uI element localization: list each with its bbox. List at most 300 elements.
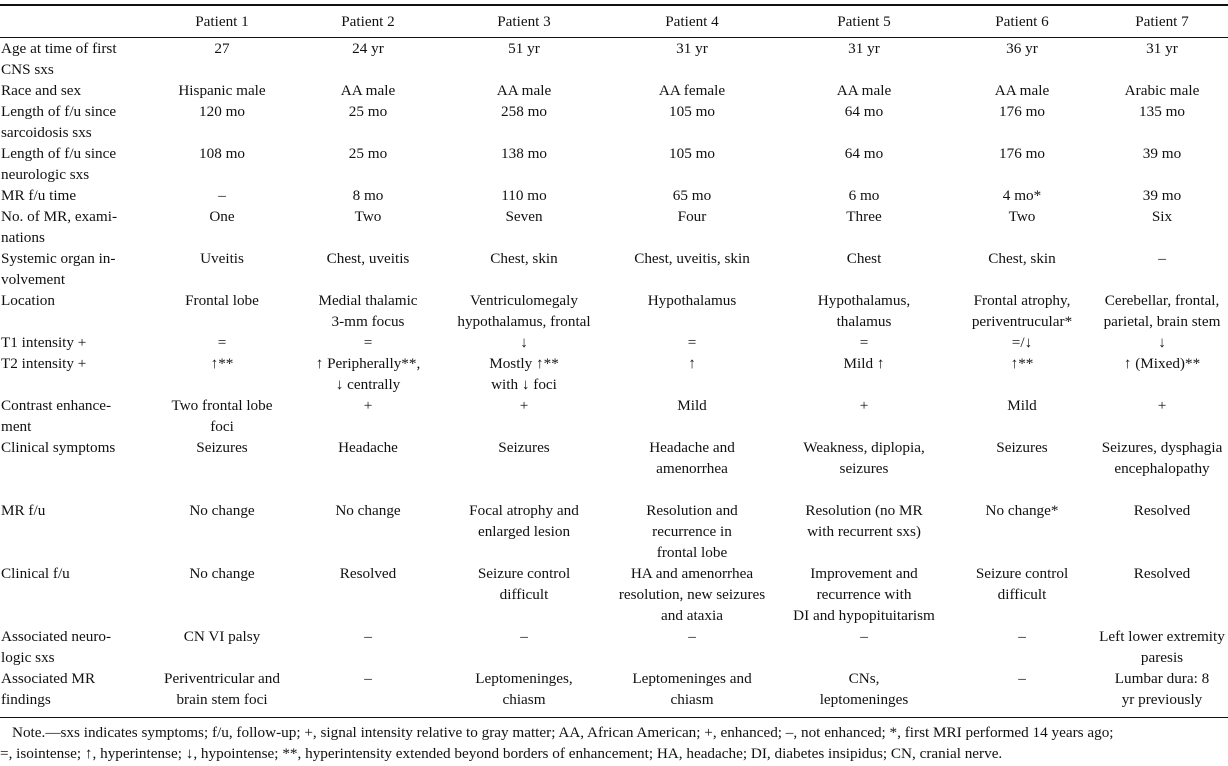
cell-line: = — [859, 334, 869, 351]
header-row — [0, 8, 1228, 38]
table-cell — [152, 563, 292, 626]
row-label-line: Associated neuro- — [1, 628, 112, 645]
table-row — [0, 500, 1228, 563]
cell-line: Leptomeninges and — [632, 670, 752, 687]
cell-line: ↓ — [520, 334, 528, 351]
row-label-line: T2 intensity + — [1, 355, 87, 372]
row-label — [0, 668, 152, 710]
cell-line: 31 yr — [676, 40, 708, 57]
table-cell — [604, 143, 780, 185]
table-row — [0, 332, 1228, 353]
cell-line: 27 — [214, 40, 230, 57]
header-corner — [0, 8, 152, 38]
patient-header: Patient 3 — [497, 13, 551, 30]
table-cell — [604, 248, 780, 290]
table-cell — [152, 206, 292, 248]
table-cell — [444, 185, 604, 206]
table-cell — [780, 395, 948, 437]
table-cell — [152, 248, 292, 290]
cell-line: One — [209, 208, 235, 225]
cell-line: with recurrent sxs) — [807, 523, 921, 540]
table-cell — [292, 290, 444, 332]
patient-header: Patient 2 — [341, 13, 395, 30]
table-row — [0, 353, 1228, 395]
cell-line: Six — [1151, 208, 1173, 225]
table-cell — [152, 101, 292, 143]
table-cell — [780, 143, 948, 185]
table-cell — [604, 500, 780, 563]
cell-line: – — [1158, 250, 1166, 267]
cell-line: chiasm — [502, 691, 546, 708]
cell-line: 64 mo — [844, 145, 884, 162]
cell-line: Seizure control — [975, 565, 1069, 582]
table-cell — [948, 500, 1096, 563]
table-cell — [292, 668, 444, 710]
cell-line: HA and amenorrhea — [630, 565, 754, 582]
cell-line: + — [859, 397, 869, 414]
table-cell — [1096, 668, 1228, 710]
cell-line: ↑ Peripherally**, — [315, 355, 421, 372]
cell-line: =/↓ — [1011, 334, 1033, 351]
table-row — [0, 143, 1228, 185]
table-cell — [1096, 290, 1228, 332]
row-label-line: Contrast enhance- — [1, 397, 112, 414]
cell-line: Four — [677, 208, 707, 225]
cell-line: Hispanic male — [178, 82, 266, 99]
table-cell — [444, 500, 604, 563]
cell-line: 105 mo — [669, 145, 715, 162]
table-cell — [1096, 353, 1228, 395]
cell-line: – — [364, 670, 372, 687]
cell-line: Resolution and — [646, 502, 738, 519]
table-cell — [292, 626, 444, 668]
table-cell — [292, 101, 444, 143]
cell-line: AA male — [496, 82, 552, 99]
row-label-line: findings — [1, 691, 51, 708]
table-cell — [948, 101, 1096, 143]
note-line: =, isointense; ↑, hyperintense; ↓, hypointense; **, hyperintensity extended beyond borders of enhancement; HA, headache; DI, diabetes insipidus; CN, cranial nerve. — [0, 745, 1003, 762]
cell-line: parietal, brain stem — [1103, 313, 1221, 330]
cell-line: Ventriculomegaly — [470, 292, 578, 309]
table-cell — [444, 38, 604, 80]
cell-line: = — [217, 334, 227, 351]
table-cell — [604, 101, 780, 143]
cell-line: 31 yr — [1146, 40, 1178, 57]
cell-line: Seizure control — [477, 565, 571, 582]
row-label — [0, 143, 152, 185]
table-cell — [152, 353, 292, 395]
cell-line: enlarged lesion — [477, 523, 571, 540]
table-row — [0, 563, 1228, 626]
cell-line: Two — [1008, 208, 1036, 225]
row-label — [0, 332, 152, 353]
table-cell — [604, 395, 780, 437]
table-cell — [1096, 626, 1228, 668]
table-cell — [444, 353, 604, 395]
cell-line: periventrucular* — [971, 313, 1073, 330]
table-cell — [152, 395, 292, 437]
cell-line: thalamus — [836, 313, 892, 330]
cell-line: + — [519, 397, 529, 414]
cell-line: chiasm — [670, 691, 714, 708]
cell-line: 105 mo — [669, 103, 715, 120]
cell-line: amenorrhea — [656, 460, 728, 477]
cell-line: 176 mo — [999, 103, 1045, 120]
table-cell — [948, 185, 1096, 206]
row-label-line: MR f/u time — [1, 187, 77, 204]
table-cell — [152, 185, 292, 206]
cell-line: ↑ — [688, 355, 696, 372]
cell-line: – — [688, 628, 696, 645]
cell-line: Medial thalamic — [318, 292, 418, 309]
table-cell — [604, 80, 780, 101]
table-cell — [780, 353, 948, 395]
cell-line: + — [1157, 397, 1167, 414]
cell-line: hypothalamus, frontal — [457, 313, 591, 330]
cell-line: 8 mo — [352, 187, 384, 204]
table-cell — [1096, 143, 1228, 185]
table-cell — [780, 101, 948, 143]
table-cell — [444, 437, 604, 500]
table-cell — [1096, 38, 1228, 80]
table-cell — [780, 626, 948, 668]
table-cell — [780, 206, 948, 248]
row-label — [0, 353, 152, 395]
table-cell — [948, 626, 1096, 668]
row-label-line: sarcoidosis sxs — [1, 124, 92, 141]
cell-line: ↓ — [1158, 334, 1166, 351]
row-label-line: Systemic organ in- — [1, 250, 116, 267]
table-cell — [948, 332, 1096, 353]
row-label-line: Clinical f/u — [1, 565, 70, 582]
table-cell — [604, 290, 780, 332]
table-cell — [780, 185, 948, 206]
cell-line: Mild ↑ — [843, 355, 885, 372]
cell-line: AA female — [658, 82, 726, 99]
table-cell — [1096, 395, 1228, 437]
cell-line: 3-mm focus — [331, 313, 405, 330]
table-cell — [152, 290, 292, 332]
cell-line: Resolved — [1133, 565, 1191, 582]
cell-line: = — [363, 334, 373, 351]
cell-line: seizures — [839, 460, 889, 477]
row-label — [0, 80, 152, 101]
cell-line: 176 mo — [999, 145, 1045, 162]
cell-line: 24 yr — [352, 40, 384, 57]
cell-line: Resolved — [339, 565, 397, 582]
table-cell — [604, 668, 780, 710]
table-cell — [152, 332, 292, 353]
row-label — [0, 248, 152, 290]
table-cell — [444, 248, 604, 290]
table-cell — [1096, 437, 1228, 500]
row-label-line: logic sxs — [1, 649, 55, 666]
table-cell — [948, 38, 1096, 80]
cell-line: No change — [189, 502, 255, 519]
cell-line: 135 mo — [1139, 103, 1185, 120]
cell-line: No change — [189, 565, 255, 582]
row-label-line: volvement — [1, 271, 66, 288]
table-cell — [948, 437, 1096, 500]
cell-line: difficult — [997, 586, 1047, 603]
table-cell — [948, 353, 1096, 395]
cell-line: Seven — [505, 208, 543, 225]
table-cell — [1096, 248, 1228, 290]
table-cell — [948, 563, 1096, 626]
row-label-line: Length of f/u since — [1, 145, 117, 162]
cell-line: 31 yr — [848, 40, 880, 57]
row-label — [0, 185, 152, 206]
cell-line: Chest, skin — [988, 250, 1056, 267]
table-cell — [1096, 101, 1228, 143]
table-cell — [1096, 563, 1228, 626]
row-label — [0, 290, 152, 332]
cell-line: Two frontal lobe — [171, 397, 273, 414]
cell-line: Mild — [677, 397, 707, 414]
cell-line: 36 yr — [1006, 40, 1038, 57]
top-rule — [0, 4, 1228, 6]
cell-line: Periventricular and — [164, 670, 280, 687]
table-cell — [780, 332, 948, 353]
table-cell — [292, 332, 444, 353]
table-cell — [152, 38, 292, 80]
table-cell — [604, 185, 780, 206]
table-cell — [948, 206, 1096, 248]
table-cell — [444, 101, 604, 143]
patient-table — [0, 8, 1228, 710]
table-cell — [152, 80, 292, 101]
row-label — [0, 500, 152, 563]
cell-line: 258 mo — [501, 103, 547, 120]
row-label-line: CNS sxs — [1, 61, 54, 78]
cell-line: ↑ (Mixed)** — [1123, 355, 1201, 372]
cell-line: Uveitis — [200, 250, 244, 267]
table-cell — [444, 563, 604, 626]
row-label-line: Clinical symptoms — [1, 439, 116, 456]
cell-line: No change — [335, 502, 401, 519]
patient-header: Patient 1 — [195, 13, 249, 30]
patient-header: Patient 7 — [1135, 13, 1189, 30]
row-label-line: MR f/u — [1, 502, 46, 519]
row-label-line: nations — [1, 229, 45, 246]
cell-line: Cerebellar, frontal, — [1104, 292, 1220, 309]
cell-line: yr previously — [1121, 691, 1203, 708]
cell-line: and ataxia — [661, 607, 723, 624]
table-cell — [1096, 500, 1228, 563]
cell-line: Seizures — [196, 439, 248, 456]
cell-line: paresis — [1140, 649, 1184, 666]
table-cell — [604, 563, 780, 626]
cell-line: leptomeninges — [819, 691, 909, 708]
table-cell — [292, 353, 444, 395]
table-cell — [780, 500, 948, 563]
cell-line: Chest, skin — [490, 250, 558, 267]
cell-line: 39 mo — [1142, 187, 1182, 204]
cell-line: – — [364, 628, 372, 645]
cell-line: = — [687, 334, 697, 351]
cell-line: ↑** — [210, 355, 234, 372]
cell-line: 138 mo — [501, 145, 547, 162]
cell-line: – — [1018, 628, 1026, 645]
table-cell — [948, 668, 1096, 710]
table-cell — [948, 395, 1096, 437]
note-line: Note.—sxs indicates symptoms; f/u, follow-up; +, signal intensity relative to gray matter; AA, African American; +, enhanced; –, not enhanced; *, first MRI performed 14 years ago; — [12, 724, 1114, 741]
cell-line: Mild — [1007, 397, 1037, 414]
cell-line: Seizures — [498, 439, 550, 456]
table-cell — [444, 668, 604, 710]
cell-line: Lumbar dura: 8 — [1114, 670, 1210, 687]
row-label — [0, 38, 152, 80]
cell-line: AA male — [994, 82, 1050, 99]
cell-line: – — [520, 628, 528, 645]
row-label-line: ment — [1, 418, 32, 435]
cell-line: 64 mo — [844, 103, 884, 120]
cell-line: difficult — [499, 586, 549, 603]
cell-line: Weakness, diplopia, — [803, 439, 925, 456]
row-label-line: Location — [1, 292, 55, 309]
table-cell — [292, 437, 444, 500]
row-label — [0, 437, 152, 500]
cell-line: ↓ centrally — [335, 376, 401, 393]
cell-line: 4 mo* — [1002, 187, 1042, 204]
table-row — [0, 80, 1228, 101]
cell-line: Chest, uveitis, skin — [634, 250, 750, 267]
cell-line: 6 mo — [848, 187, 880, 204]
table-body — [0, 38, 1228, 710]
cell-line: Hypothalamus — [647, 292, 737, 309]
cell-line: + — [363, 397, 373, 414]
cell-line: Seizures — [996, 439, 1048, 456]
table-cell — [292, 500, 444, 563]
table-cell — [604, 437, 780, 500]
row-label-line: T1 intensity + — [1, 334, 87, 351]
table-cell — [444, 332, 604, 353]
cell-line: foci — [210, 418, 234, 435]
table-cell — [948, 80, 1096, 101]
row-label-line: Associated MR — [1, 670, 96, 687]
table-row — [0, 290, 1228, 332]
cell-line: Chest, uveitis — [326, 250, 410, 267]
cell-line: No change* — [985, 502, 1059, 519]
table-cell — [604, 626, 780, 668]
cell-line: Resolution (no MR — [805, 502, 923, 519]
table-cell — [292, 38, 444, 80]
table-cell — [152, 626, 292, 668]
cell-line: recurrence in — [652, 523, 732, 540]
cell-line: Chest — [846, 250, 882, 267]
cell-line: Focal atrophy and — [469, 502, 579, 519]
cell-line: Hypothalamus, — [817, 292, 911, 309]
row-label — [0, 101, 152, 143]
row-label — [0, 206, 152, 248]
table-cell — [604, 206, 780, 248]
table-cell — [292, 395, 444, 437]
patient-header: Patient 4 — [665, 13, 719, 30]
table-cell — [948, 248, 1096, 290]
cell-line: brain stem foci — [176, 691, 268, 708]
cell-line: resolution, new seizures — [618, 586, 766, 603]
table-cell — [444, 80, 604, 101]
table-row — [0, 395, 1228, 437]
cell-line: – — [1018, 670, 1026, 687]
cell-line: Headache and — [649, 439, 735, 456]
table-row — [0, 206, 1228, 248]
cell-line: Mostly ↑** — [489, 355, 559, 372]
cell-line: 110 mo — [501, 187, 547, 204]
row-label — [0, 563, 152, 626]
table-row — [0, 38, 1228, 80]
patient-header: Patient 6 — [995, 13, 1049, 30]
row-label — [0, 395, 152, 437]
table-cell — [292, 206, 444, 248]
bottom-rule — [0, 717, 1228, 718]
cell-line: Headache — [338, 439, 398, 456]
cell-line: with ↓ foci — [491, 376, 557, 393]
cell-line: ↑** — [1010, 355, 1034, 372]
table-cell — [948, 290, 1096, 332]
table-cell — [292, 248, 444, 290]
table-cell — [292, 143, 444, 185]
table-cell — [444, 626, 604, 668]
row-label-line: Length of f/u since — [1, 103, 117, 120]
table-cell — [152, 500, 292, 563]
table-cell — [1096, 332, 1228, 353]
table-cell — [1096, 185, 1228, 206]
row-label-line: Age at time of first — [1, 40, 117, 57]
row-label-line: No. of MR, exami- — [1, 208, 117, 225]
row-label-line: Race and sex — [1, 82, 82, 99]
table-row — [0, 185, 1228, 206]
table-cell — [292, 80, 444, 101]
cell-line: 108 mo — [199, 145, 245, 162]
cell-line: CN VI palsy — [183, 628, 261, 645]
cell-line: Three — [846, 208, 882, 225]
cell-line: 120 mo — [199, 103, 245, 120]
table-cell — [152, 143, 292, 185]
table-cell — [780, 668, 948, 710]
cell-line: 51 yr — [508, 40, 540, 57]
cell-line: DI and hypopituitarism — [793, 607, 935, 624]
table-cell — [948, 143, 1096, 185]
table-cell — [292, 563, 444, 626]
cell-line: Resolved — [1133, 502, 1191, 519]
table-cell — [780, 248, 948, 290]
table-row — [0, 668, 1228, 710]
table-row — [0, 626, 1228, 668]
table-cell — [292, 185, 444, 206]
cell-line: AA male — [836, 82, 892, 99]
cell-line: CNs, — [848, 670, 880, 687]
table-cell — [152, 437, 292, 500]
patient-header: Patient 5 — [837, 13, 891, 30]
cell-line: recurrence with — [816, 586, 912, 603]
row-label-line: neurologic sxs — [1, 166, 90, 183]
table-row — [0, 248, 1228, 290]
cell-line: encephalopathy — [1114, 460, 1210, 477]
row-label — [0, 626, 152, 668]
cell-line: Left lower extremity — [1099, 628, 1225, 645]
cell-line: Seizures, dysphagia — [1101, 439, 1223, 456]
table-cell — [780, 290, 948, 332]
cell-line: Leptomeninges, — [475, 670, 573, 687]
cell-line: – — [218, 187, 226, 204]
table-cell — [444, 395, 604, 437]
table-cell — [1096, 206, 1228, 248]
table-cell — [152, 668, 292, 710]
table-cell — [604, 332, 780, 353]
table-cell — [604, 38, 780, 80]
cell-line: Arabic male — [1124, 82, 1200, 99]
